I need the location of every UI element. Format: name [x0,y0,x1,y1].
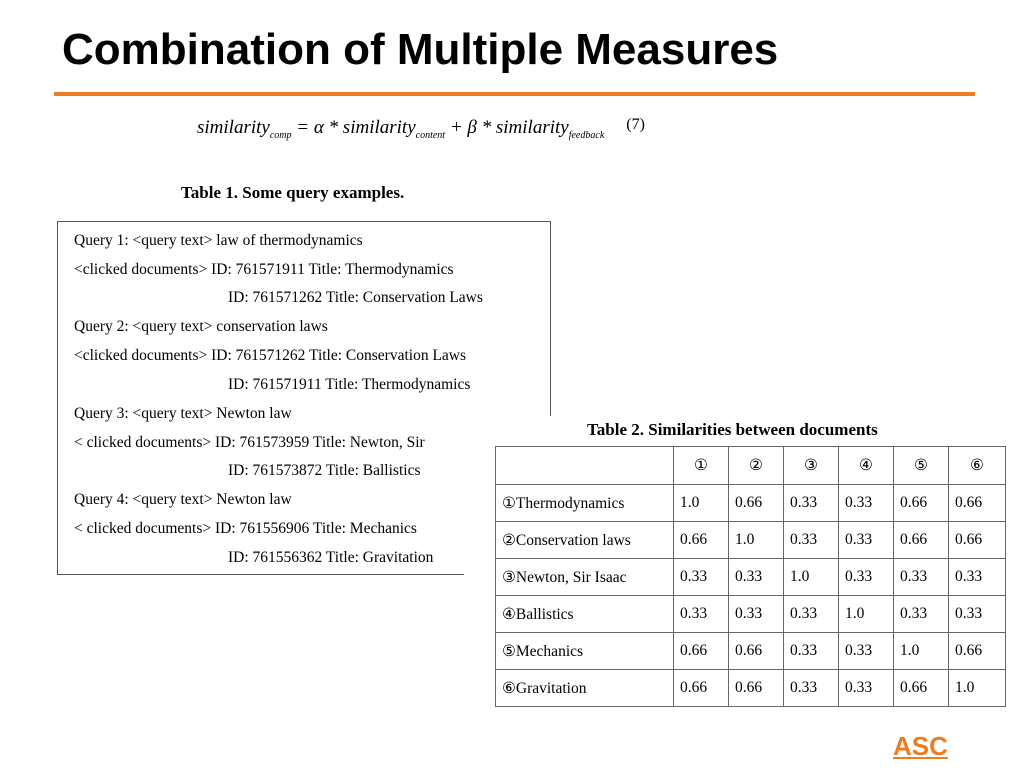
similarity-table [495,446,1006,707]
table-cell: 0.33 [839,670,894,707]
table-cell: 0.66 [674,633,729,670]
query-line: ID: 761571262 Title: Conservation Laws [228,289,483,306]
similarity-panel [464,416,1024,768]
column-header: ① [674,447,729,485]
table-cell: 0.33 [784,670,839,707]
table-cell: 0.66 [894,670,949,707]
table-cell: 0.66 [949,522,1006,559]
table-cell: 0.66 [729,485,784,522]
similarity-formula [197,116,645,141]
formula-plus: + β * similarity [445,117,569,138]
table-cell: 0.33 [729,559,784,596]
table-cell: 0.66 [949,485,1006,522]
table-cell: 0.33 [784,596,839,633]
column-header: ⑥ [949,447,1006,485]
column-header: ④ [839,447,894,485]
asc-logo-link[interactable]: ASC [893,731,948,761]
query-line: < clicked documents> ID: 761573959 Title: Newton, Sir [74,434,425,451]
header-row [496,447,1006,485]
column-header: ② [729,447,784,485]
row-label: ⑥Gravitation [496,670,674,707]
formula-feedback-sub: feedback [568,130,605,141]
table-cell: 1.0 [674,485,729,522]
query-line: Query 2: <query text> conservation laws [74,318,328,335]
table-row [496,559,1006,596]
table-cell: 0.33 [839,522,894,559]
table-cell: 1.0 [784,559,839,596]
query-line: Query 1: <query text> law of thermodynamics [74,232,363,249]
column-header: ⑤ [894,447,949,485]
formula-eq: = α * similarity [291,117,416,138]
row-label: ①Thermodynamics [496,485,674,522]
table-cell: 0.33 [729,596,784,633]
row-label: ③Newton, Sir Isaac [496,559,674,596]
query-line: <clicked documents> ID: 761571911 Title: Thermodynamics [74,261,454,278]
query-line: < clicked documents> ID: 761556906 Title: Mechanics [74,520,417,537]
table-cell: 0.66 [894,522,949,559]
query-line: Query 4: <query text> Newton law [74,491,292,508]
formula-content-sub: content [415,130,446,141]
table-cell: 0.33 [894,596,949,633]
table-cell: 0.33 [839,559,894,596]
table-cell: 0.66 [949,633,1006,670]
formula-lhs-sub: comp [269,130,292,141]
table1-caption: Table 1. Some query examples. [181,183,405,202]
query-line: Query 3: <query text> Newton law [74,405,292,422]
table-cell: 0.33 [839,633,894,670]
row-label: ④Ballistics [496,596,674,633]
table-cell: 0.33 [784,485,839,522]
table-cell: 0.66 [674,522,729,559]
table-cell: 0.33 [949,559,1006,596]
table-row [496,522,1006,559]
table-cell: 0.66 [674,670,729,707]
row-label: ⑤Mechanics [496,633,674,670]
table-cell: 0.33 [839,485,894,522]
slide-title: Combination of Multiple Measures [62,25,779,74]
table-cell: 0.66 [729,670,784,707]
table-cell: 1.0 [894,633,949,670]
query-line: <clicked documents> ID: 761571262 Title: Conservation Laws [74,347,467,364]
table-cell: 0.33 [949,596,1006,633]
table-cell: 1.0 [839,596,894,633]
corner-cell [496,447,674,485]
equation-number: (7) [626,116,645,133]
table-cell: 0.33 [784,522,839,559]
column-header: ③ [784,447,839,485]
table-row [496,596,1006,633]
table-row [496,485,1006,522]
query-line: ID: 761573872 Title: Ballistics [228,462,421,479]
table-cell: 0.33 [674,596,729,633]
table-cell: 0.33 [894,559,949,596]
table-row [496,633,1006,670]
table-row [496,670,1006,707]
query-line: ID: 761571911 Title: Thermodynamics [228,376,471,393]
table-cell: 1.0 [949,670,1006,707]
table-cell: 0.66 [729,633,784,670]
table2-caption: Table 2. Similarities between documents [587,420,878,439]
table-cell: 1.0 [729,522,784,559]
table-cell: 0.66 [894,485,949,522]
row-label: ②Conservation laws [496,522,674,559]
title-divider [54,92,975,96]
table-cell: 0.33 [674,559,729,596]
query-line: ID: 761556362 Title: Gravitation [228,549,434,566]
table-cell: 0.33 [784,633,839,670]
formula-lhs: similarity [197,117,270,138]
